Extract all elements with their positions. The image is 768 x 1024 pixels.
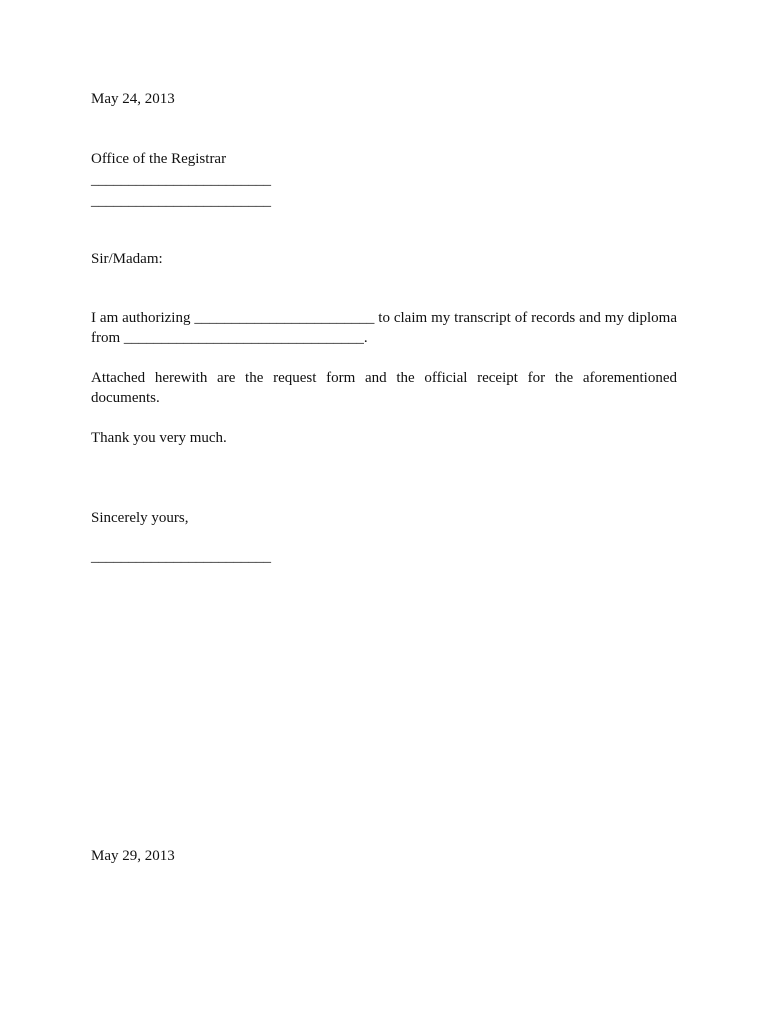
- authorization-paragraph-line-2: from ________________________________.: [91, 330, 368, 346]
- thanks-line: Thank you very much.: [91, 430, 227, 446]
- attachment-paragraph-line-1: Attached herewith are the request form and the official receipt for the aforementioned: [91, 370, 677, 386]
- authorization-paragraph-line-1: I am authorizing ________________________ to claim my transcript of records and my diploma: [91, 310, 677, 326]
- attachment-paragraph-line-2: documents.: [91, 390, 160, 406]
- address-blank-line-2: ________________________: [91, 193, 271, 209]
- next-letter-date: May 29, 2013: [91, 848, 175, 864]
- address-blank-line-1: ________________________: [91, 172, 271, 188]
- signature-blank-line: ________________________: [91, 549, 271, 565]
- salutation: Sir/Madam:: [91, 251, 163, 267]
- recipient-office: Office of the Registrar: [91, 151, 227, 167]
- letter-date: May 24, 2013: [91, 91, 175, 107]
- closing-line: Sincerely yours,: [91, 510, 189, 526]
